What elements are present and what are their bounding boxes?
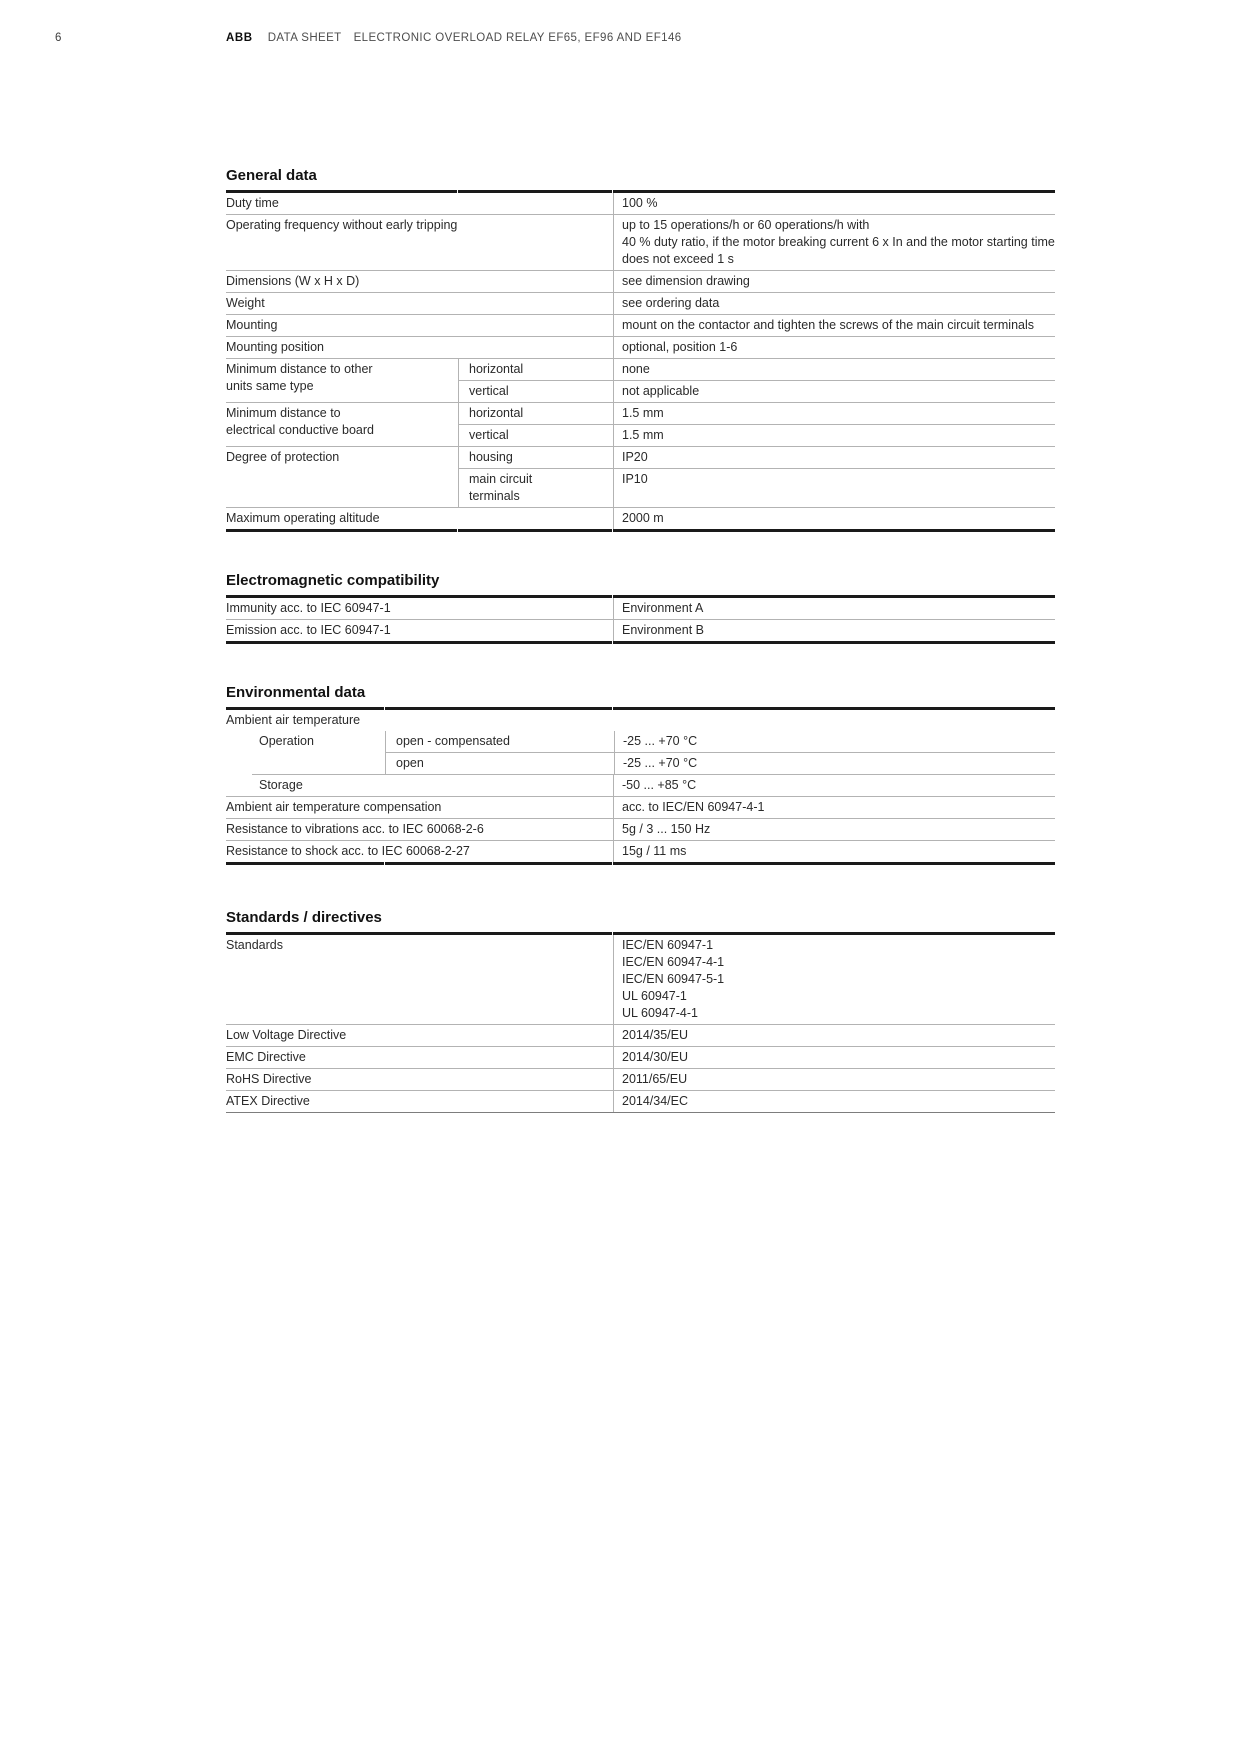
row-label: Ambient air temperature	[226, 713, 361, 727]
abb-logo-text: ABB	[226, 32, 253, 44]
row-label: Maximum operating altitude	[226, 511, 380, 525]
table-row	[226, 215, 1055, 271]
value-line: UL 60947-4-1	[622, 1006, 698, 1020]
table-row	[226, 293, 1055, 315]
row-value: see ordering data	[613, 293, 1055, 314]
standards-table	[226, 932, 1055, 1113]
row-label: Duty time	[226, 196, 279, 210]
table-row-group	[226, 447, 1055, 508]
table-row	[226, 1091, 1055, 1113]
table-row	[226, 841, 1055, 862]
header-title-line	[226, 31, 682, 45]
table-row	[226, 935, 1055, 1025]
row-value: optional, position 1-6	[613, 337, 1055, 358]
row-label: Weight	[226, 296, 265, 310]
row-label: Resistance to vibrations acc. to IEC 60068-2-6	[226, 822, 484, 836]
row-value: IP20	[613, 447, 1055, 468]
value-line: does not exceed 1 s	[622, 252, 734, 266]
sub-label: housing	[469, 450, 513, 464]
sub-label: horizontal	[469, 406, 524, 420]
row-value: -50 ... +85 °C	[613, 775, 1055, 796]
row-label: Operation	[259, 734, 314, 748]
row-label: Degree of protection	[226, 450, 340, 464]
sub-label: main circuit terminals	[469, 472, 533, 503]
row-value: not applicable	[613, 381, 1055, 402]
table-row	[226, 1069, 1055, 1091]
row-label: Resistance to shock acc. to IEC 60068-2-27	[226, 844, 470, 858]
value-line: up to 15 operations/h or 60 operations/h with	[622, 218, 870, 232]
row-value: 2011/65/EU	[613, 1069, 1055, 1090]
row-label: Mounting position	[226, 340, 324, 354]
row-label: Mounting	[226, 318, 278, 332]
row-value	[613, 215, 1055, 270]
value-line: IEC/EN 60947-1	[622, 938, 714, 952]
sub-row	[386, 753, 1055, 774]
row-value: mount on the contactor and tighten the screws of the main circuit terminals	[613, 315, 1055, 336]
section-general-data	[226, 167, 1055, 532]
table-border-bottom	[226, 641, 1055, 644]
row-label: Operating frequency without early tripping	[226, 218, 458, 232]
table-row	[226, 620, 1055, 641]
table-border-bottom	[226, 862, 1055, 865]
sub-label: vertical	[469, 384, 509, 398]
page-content	[226, 167, 1055, 1113]
section-heading: Electromagnetic compatibility	[226, 572, 440, 589]
row-label: Dimensions (W x H x D)	[226, 274, 360, 288]
value-line: IEC/EN 60947-5-1	[622, 972, 725, 986]
table-row	[226, 337, 1055, 359]
row-label: RoHS Directive	[226, 1072, 312, 1086]
sub-row	[386, 731, 1055, 753]
section-emc	[226, 572, 1055, 644]
sub-row	[459, 469, 1055, 507]
sub-rows	[385, 731, 1055, 774]
environmental-table	[226, 707, 1055, 865]
value-line: IEC/EN 60947-4-1	[622, 955, 725, 969]
section-standards	[226, 909, 1055, 1113]
section-heading: General data	[226, 167, 317, 184]
table-row	[226, 1025, 1055, 1047]
section-environmental	[226, 684, 1055, 865]
section-heading: Standards / directives	[226, 909, 382, 926]
table-row-group	[226, 359, 1055, 403]
row-value: none	[613, 359, 1055, 380]
row-value: -25 ... +70 °C	[614, 731, 1055, 752]
table-row	[226, 797, 1055, 819]
table-row	[226, 819, 1055, 841]
table-row	[226, 271, 1055, 293]
table-row-group	[226, 731, 1055, 774]
row-value: 100 %	[613, 193, 1055, 214]
sub-label: vertical	[469, 428, 509, 442]
sub-rows	[458, 403, 1055, 446]
table-row	[226, 710, 1055, 731]
sub-rows	[458, 359, 1055, 402]
row-label: Immunity acc. to IEC 60947-1	[226, 601, 391, 615]
row-value: see dimension drawing	[613, 271, 1055, 292]
table-row-group	[226, 403, 1055, 447]
row-value: 1.5 mm	[613, 403, 1055, 424]
row-value: 15g / 11 ms	[613, 841, 1055, 862]
value-line: 40 % duty ratio, if the motor breaking current 6 x In and the motor starting time	[622, 235, 1055, 249]
row-value: IP10	[613, 469, 1055, 507]
row-value: Environment B	[613, 620, 1055, 641]
page-header	[0, 31, 1241, 51]
table-row	[226, 193, 1055, 215]
row-value: 1.5 mm	[613, 425, 1055, 446]
row-label: Storage	[259, 778, 303, 792]
row-label: Standards	[226, 938, 283, 952]
row-label: Ambient air temperature compensation	[226, 800, 442, 814]
row-value: 5g / 3 ... 150 Hz	[613, 819, 1055, 840]
table-row	[226, 508, 1055, 529]
value-line: UL 60947-1	[622, 989, 687, 1003]
sub-row	[459, 425, 1055, 446]
section-heading: Environmental data	[226, 684, 366, 701]
row-value: Environment A	[613, 598, 1055, 619]
page-number: 6	[55, 32, 62, 44]
row-value: 2000 m	[613, 508, 1055, 529]
row-value: 2014/35/EU	[613, 1025, 1055, 1046]
row-value: acc. to IEC/EN 60947-4-1	[613, 797, 1055, 818]
row-label: ATEX Directive	[226, 1094, 310, 1108]
row-label: Emission acc. to IEC 60947-1	[226, 623, 391, 637]
sub-label: open	[396, 756, 424, 770]
sub-row	[459, 359, 1055, 381]
row-value: 2014/30/EU	[613, 1047, 1055, 1068]
row-label: EMC Directive	[226, 1050, 306, 1064]
row-value: 2014/34/EC	[613, 1091, 1055, 1112]
general-data-table	[226, 190, 1055, 532]
table-row	[226, 1047, 1055, 1069]
sub-row	[459, 381, 1055, 402]
table-row	[226, 775, 1055, 797]
row-value: -25 ... +70 °C	[614, 753, 1055, 774]
row-value	[613, 935, 1055, 1024]
sub-row	[459, 403, 1055, 425]
sub-rows	[458, 447, 1055, 507]
row-label: Low Voltage Directive	[226, 1028, 347, 1042]
table-border-bottom	[226, 529, 1055, 532]
row-label: Minimum distance to other units same type	[226, 362, 373, 393]
emc-table	[226, 595, 1055, 644]
table-row	[226, 598, 1055, 620]
sub-row	[459, 447, 1055, 469]
doc-type-label: DATA SHEET	[267, 32, 342, 44]
sub-label: open - compensated	[396, 734, 510, 748]
sub-label: horizontal	[469, 362, 524, 376]
row-label: Minimum distance to electrical conductive board	[226, 406, 374, 437]
table-row	[226, 315, 1055, 337]
doc-title: ELECTRONIC OVERLOAD RELAY EF65, EF96 AND EF146	[353, 32, 682, 44]
